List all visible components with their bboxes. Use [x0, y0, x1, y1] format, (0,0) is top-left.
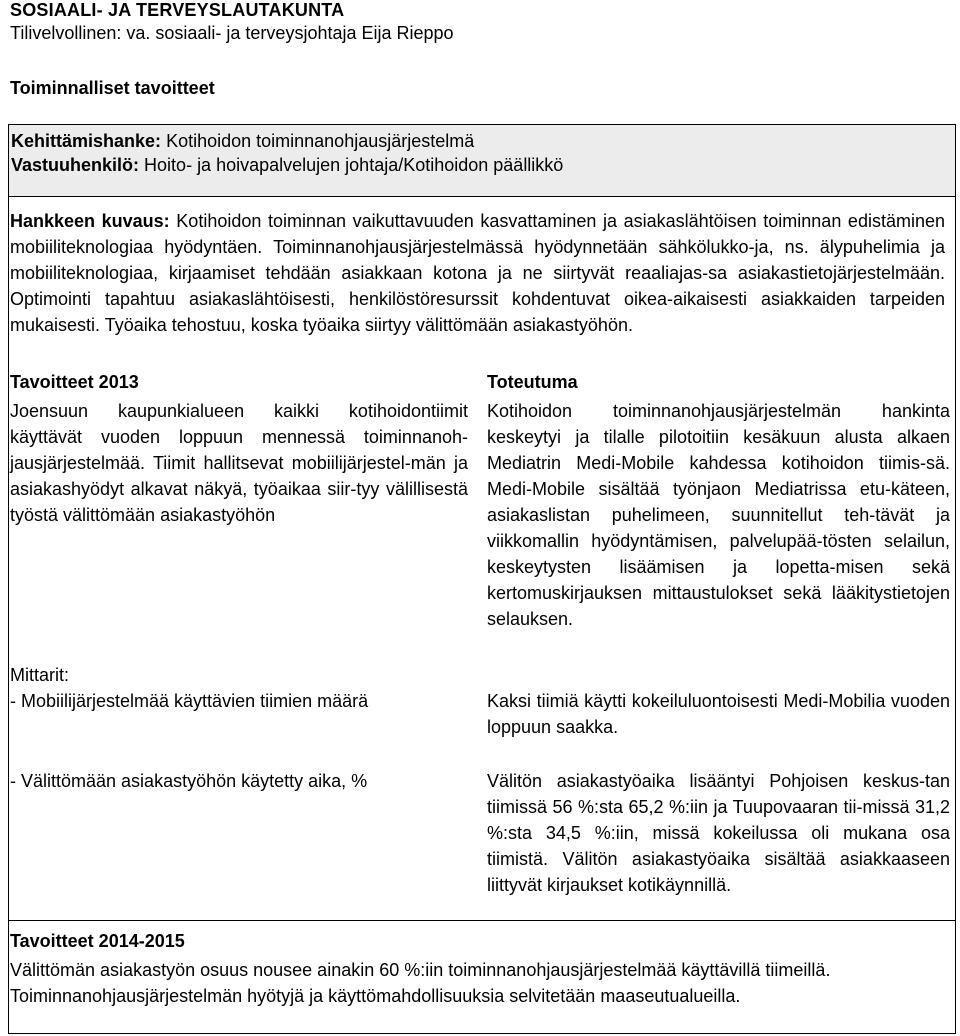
goal-2013-text: Joensuun kaupunkialueen kaikki kotihoidontiimit käyttävät vuoden loppuun mennessä toiminnanoh-jausjärjestelmää. Tiimit hallitsevat mobiilijärjestel-män ja asiakashyödyt alkavat näkyä, työaikaa siir-tyy välillisestä työstä välittömään asiakastyöhön — [10, 401, 468, 525]
metrics-label: Mittarit: — [10, 665, 70, 685]
goals-2014-2015-line-2: Toiminnanohjausjärjestelmän hyötyjä ja käyttömahdollisuuksia selvitetään maaseutualueilla. — [10, 986, 741, 1006]
project-label: Kehittämishanke: — [11, 131, 162, 151]
goals-2014-2015-line-1: Välittömän asiakastyön osuus nousee ainakin 60 %:iin toiminnanohjausjärjestelmää käyttävillä tiimeillä. — [10, 960, 831, 980]
project-header-box — [8, 124, 956, 197]
metric-direct-work-time: - Välittömään asiakastyöhön käytetty aika, % — [10, 771, 368, 791]
page-header — [10, 0, 454, 45]
goals-2013-title: Tavoitteet 2013 — [10, 372, 139, 392]
results-title: Toteutuma — [487, 372, 578, 392]
goals-2014-2015-title: Tavoitteet 2014-2015 — [10, 931, 185, 951]
person-label: Vastuuhenkilö: — [11, 155, 140, 175]
metric-teams-count: - Mobiilijärjestelmää käyttävien tiimien määrä — [10, 691, 369, 711]
result-text: Kotihoidon toiminnanohjausjärjestelmän hankinta keskeytyi ja tilalle pilotoitiin kesäkuun alusta alkaen Mediatrin Medi-Mobile kahdessa kotihoidon tiimis-sä. Medi-Mobile sisältää työnjaon Mediatrissa etu-käteen, asiakaslistan puhelimeen, suunnitellut teh-tävät ja viikkomallin hyödyntämisen, palvelupää-tösten selailun, keskeytysten lisäämisen ja lopetta-misen sekä kertomuskirjauksen mittaustulokset sekä lääkitystietojen selauksen. — [487, 401, 950, 629]
responsible-line — [11, 154, 563, 176]
project-value: Kotihoidon toiminnanohjausjärjestelmä — [166, 131, 475, 151]
metric-direct-work-result: Välitön asiakastyöaika lisääntyi Pohjoisen keskus-tan tiimissä 56 %:sta 65,2 %:iin ja Tuupovaaran tii-missä 31,2 %:sta 34,5 %:iin, missä kokeilussa oli mukana osa tiimistä. Välitön asiakastyöaika sisältää asiakkaaseen liittyvät kirjaukset kotikäynnillä. — [487, 771, 950, 895]
description-text: Kotihoidon toiminnan vaikuttavuuden kasvattaminen ja asiakaslähtöisen toiminnan edistäminen mobiiliteknologiaa hyödyntäen. Toiminnanohjausjärjestelmässä hyödynnetään sähkölukko-ja, ns. älypuhelimia ja mobiiliteknologiaa, kirjaamiset tehdään asiakkaan kotona ja ne siirtyvät reaaliajas-sa asiakastietojärjestelmään. Optimointi tapahtuu asiakaslähtöisesti, henkilöstöresurssit kohdentuvat oikea-aikaisesti asiakkaiden tarpeiden mukaisesti. Työaika tehostuu, koska työaika siirtyy välittömään asiakastyöhön. — [10, 211, 945, 335]
description-label: Hankkeen kuvaus: — [10, 211, 170, 231]
board-title: SOSIAALI- JA TERVEYSLAUTAKUNTA — [10, 0, 345, 20]
metric-teams-result: Kaksi tiimiä käytti kokeiluluontoisesti Medi-Mobilia vuoden loppuun saakka. — [487, 691, 950, 737]
project-description — [10, 208, 945, 338]
section-divider — [8, 920, 956, 921]
section-title: Toiminnalliset tavoitteet — [10, 78, 215, 98]
goals-2014-2015-text — [10, 957, 830, 1009]
responsible-person: Tilivelvollinen: va. sosiaali- ja terveysjohtaja Eija Rieppo — [10, 23, 454, 43]
project-line — [11, 130, 474, 152]
person-value: Hoito- ja hoivapalvelujen johtaja/Kotihoidon päällikkö — [144, 155, 564, 175]
